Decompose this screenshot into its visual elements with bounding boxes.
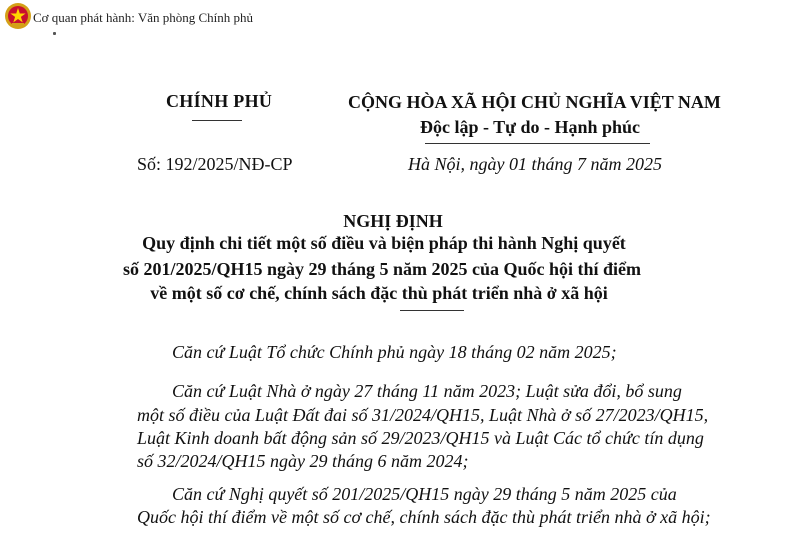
- scan-mark: [53, 32, 56, 35]
- title-underline: [400, 310, 464, 311]
- legal-basis-line: Căn cứ Luật Tổ chức Chính phủ ngày 18 tháng 02 năm 2025;: [172, 342, 617, 362]
- issuing-agency: CHÍNH PHỦ: [166, 91, 273, 111]
- national-motto: Độc lập - Tự do - Hạnh phúc: [420, 117, 641, 137]
- legal-basis-line: một số điều của Luật Đất đai số 31/2024/QH15, Luật Nhà ở số 27/2023/QH15,: [137, 405, 709, 425]
- legal-basis-line: Luật Kinh doanh bất động sản số 29/2023/QH15 và Luật Các tổ chức tín dụng: [137, 428, 704, 448]
- issuer-label: Cơ quan phát hành: Văn phòng Chính phủ: [33, 10, 254, 25]
- legal-basis-line: số 32/2024/QH15 ngày 29 tháng 6 năm 2024;: [137, 451, 469, 471]
- document-number: Số: 192/2025/NĐ-CP: [137, 154, 293, 174]
- subject-line: số 201/2025/QH15 ngày 29 tháng 5 năm 2025 của Quốc hội thí điểm: [122, 259, 642, 279]
- subject-line: về một số cơ chế, chính sách đặc thù phát triển nhà ở xã hội: [150, 283, 608, 303]
- place-and-date: Hà Nội, ngày 01 tháng 7 năm 2025: [408, 154, 662, 174]
- issuer-bar: [0, 0, 786, 36]
- motto-underline: [425, 143, 650, 144]
- national-title: CỘNG HÒA XÃ HỘI CHỦ NGHĨA VIỆT NAM: [348, 92, 721, 112]
- legal-basis-line: Căn cứ Luật Nhà ở ngày 27 tháng 11 năm 2023; Luật sửa đổi, bổ sung: [172, 381, 682, 401]
- legal-basis-line: Căn cứ Nghị quyết số 201/2025/QH15 ngày 29 tháng 5 năm 2025 của: [172, 484, 677, 504]
- legal-basis-line: Quốc hội thí điểm về một số cơ chế, chính sách đặc thù phát triển nhà ở xã hội;: [137, 507, 711, 527]
- document-type: NGHỊ ĐỊNH: [343, 211, 443, 231]
- national-emblem-icon: [4, 2, 32, 30]
- subject-line: Quy định chi tiết một số điều và biện pháp thi hành Nghị quyết: [142, 233, 626, 253]
- agency-underline: [192, 120, 242, 121]
